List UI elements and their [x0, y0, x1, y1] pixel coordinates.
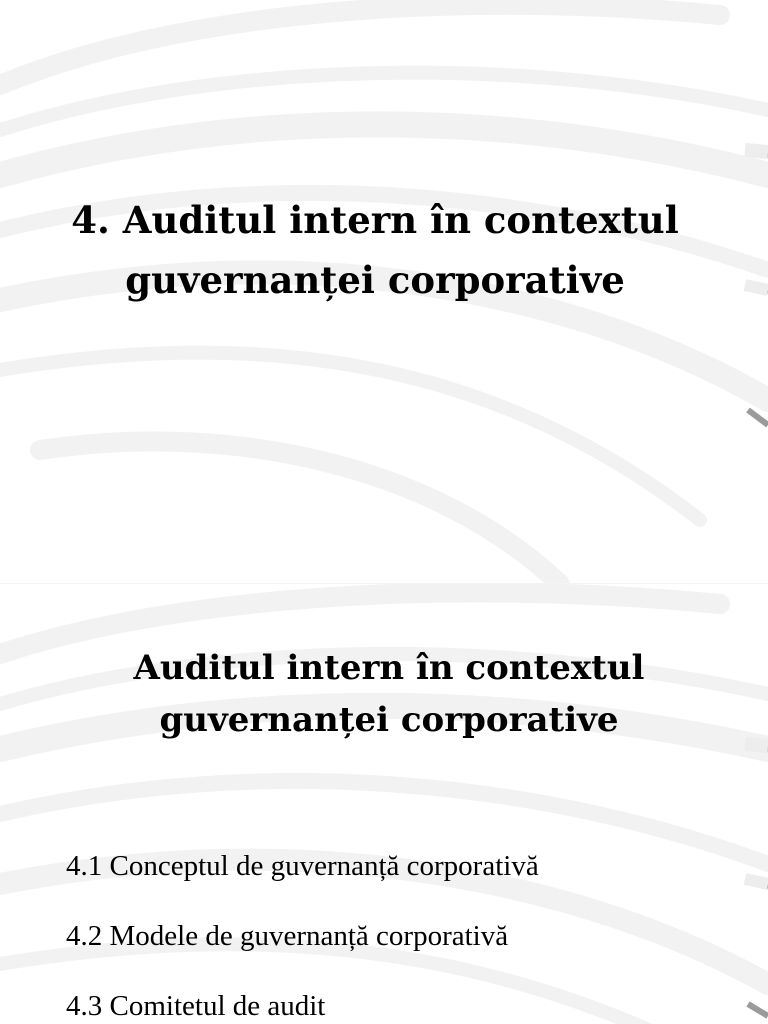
- list-item: 4.1 Conceptul de guvernanță corporativă: [66, 850, 539, 882]
- slide-1-title-line-1: 4. Auditul intern în contextul: [71, 198, 679, 242]
- slide-1-title-line-2: guvernanței corporative: [125, 258, 625, 302]
- slide-2: [0, 584, 768, 1024]
- slide-2-title: [24, 642, 754, 746]
- list-item: 4.2 Modele de guvernanță corporativă: [66, 920, 509, 952]
- slide-2-title-line-1: Auditul intern în contextul: [133, 648, 645, 688]
- slide-1-title: [30, 190, 720, 310]
- slide-2-title-line-2: guvernanței corporative: [159, 700, 619, 740]
- list-item: 4.3 Comitetul de audit: [66, 990, 326, 1022]
